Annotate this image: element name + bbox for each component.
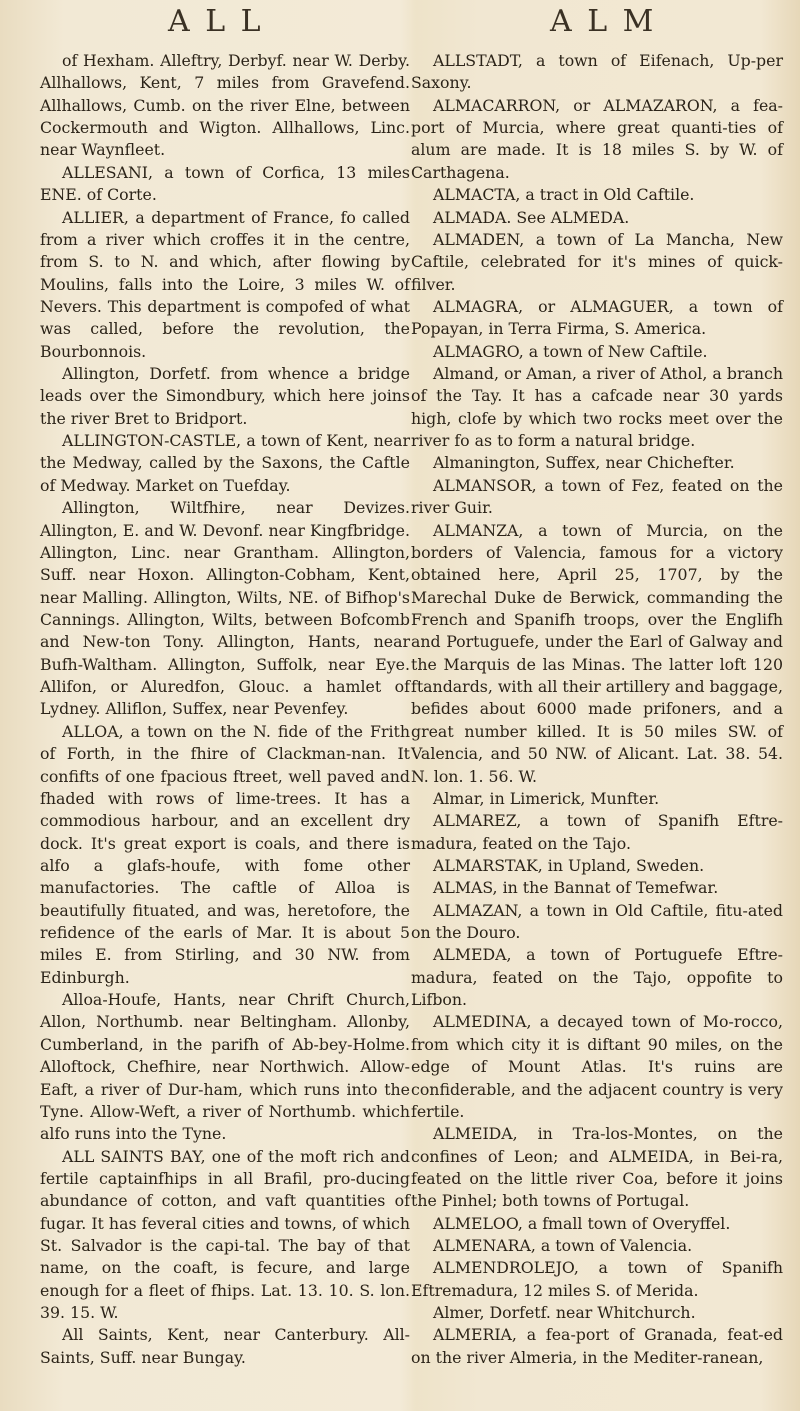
running-head-left: A L L — [168, 4, 264, 39]
gazetteer-entry: Almer, Dorfetf. near Whitchurch. — [433, 1303, 696, 1323]
gazetteer-entry: ALMEDINA, a decayed town of Mo-rocco, from which city it is diftant 90 miles, on the edge of Mount Atlas. It's ruins are confiderable, and the adjacent country is very fertile. — [411, 1012, 783, 1121]
gazetteer-entry: Alloa-Houfe, Hants, near Chrift Church, Allon, Northumb. near Beltingham. Allonby, Cumberland, in the parifh of Ab-bey-Holme. Alloftock, Chefhire, near Northwich. Allow-Eaft, a river of Dur-ham, which runs into the Tyne. Allow-Weft, a river of Northumb. which alfo runs into the Tyne. — [40, 990, 410, 1144]
gazetteer-entry: ALMAGRA, or ALMAGUER, a town of Popayan, in Terra Firma, S. America. — [411, 296, 783, 339]
gazetteer-entry: ALLINGTON-CASTLE, a town of Kent, near the Medway, called by the Saxons, the Caftle of Medway. Market on Tuefday. — [40, 431, 410, 495]
right-column — [411, 50, 783, 1369]
gazetteer-entry: ALMACTA, a tract in Old Caftile. — [433, 185, 695, 205]
gazetteer-entry: All Saints, Kent, near Canterbury. All-Saints, Suff. near Bungay. — [40, 1325, 410, 1367]
gazetteer-entry: ALMENDROLEJO, a town of Spanifh Eftremadura, 12 miles S. of Merida. — [411, 1258, 783, 1300]
gazetteer-entry: ALMARSTAK, in Upland, Sweden. — [433, 855, 705, 875]
gazetteer-entry: Allington, Wiltfhire, near Devizes. Allington, E. and W. Devonf. near Kingfbridge. Allington, Linc. near Grantham. Allington, Suff. near Hoxon. Allington-Cobham, Kent, near Malling. Allington, Wilts, NE. of Bifhop's Cannings. Allington, Wilts, between Bofcomb and New-ton Tony. Allington, Hants, near Bufh-Waltham. Allington, Suffolk, near Eye. Allifon, or Aluredfon, Glouc. a hamlet of Lydney. Alliflon, Suffex, near Pevenfey. — [40, 498, 410, 719]
gazetteer-entry: Allington, Dorfetf. from whence a bridge leads over the Simondbury, which here joins the river Bret to Bridport. — [40, 364, 410, 428]
gazetteer-entry: ALMELOO, a fmall town of Overyffel. — [433, 1213, 731, 1233]
gazetteer-entry: ALMERIA, a fea-port of Granada, feat-ed on the river Almeria, in the Mediter-ranean, — [411, 1325, 783, 1367]
gazetteer-entry: ALMADA. See ALMEDA. — [433, 207, 630, 227]
gazetteer-entry: ALMANZA, a town of Murcia, on the borders of Valencia, famous for a victory obtained here, April 25, 1707, by the Marechal Duke de Berwick, commanding the French and Spanifh troops, over the Englifh and Portuguefe, under the Earl of Galway and the Marquis de las Minas. The latter loft 120 ftandards, with all their artillery and baggage, befides about 6000 made prifoners, and a great number killed. It is 50 miles SW. of Valencia, and 50 NW. of Alicant. Lat. 38. 54. N. lon. 1. 56. W. — [411, 520, 783, 786]
gazetteer-entry: ALLESANI, a town of Corfica, 13 miles ENE. of Corte. — [40, 162, 410, 205]
left-column — [40, 50, 410, 1369]
gazetteer-entry: ALMAGRO, a town of New Caftile. — [433, 341, 708, 361]
gazetteer-entry: ALLIER, a department of France, fo called from a river which croffes it in the centre, from S. to N. and which, after flowing by Moulins, falls into the Loire, 3 miles W. of Nevers. This department is compofed of what was called, before the revolution, the Bourbonnois. — [40, 207, 410, 361]
gazetteer-entry: ALMANSOR, a town of Fez, feated on the river Guir. — [411, 475, 783, 518]
gazetteer-entry: ALMADEN, a town of La Mancha, New Caftile, celebrated for it's mines of quick-filver. — [411, 229, 783, 294]
gazetteer-entry: Almar, in Limerick, Munfter. — [433, 788, 660, 808]
gazetteer-entry: ALMENARA, a town of Valencia. — [433, 1236, 693, 1256]
gazetteer-entry: of Hexham. Alleftry, Derbyf. near W. Derby. Allhallows, Kent, 7 miles from Gravefend. Allhallows, Cumb. on the river Elne, between Cockermouth and Wigton. Allhallows, Linc. near Waynfleet. — [40, 51, 410, 160]
gazetteer-entry: ALMAS, in the Bannat of Temefwar. — [433, 878, 719, 898]
gazetteer-entry: ALLOA, a town on the N. fide of the Frith of Forth, in the fhire of Clackman-nan. It confifts of one fpacious ftreet, well paved and fhaded with rows of lime-trees. It has a commodious harbour, and an excellent dry dock. It's great export is coals, and there is alfo a glafs-houfe, with fome other manufactories. The caftle of Alloa is beautifully fituated, and was, heretofore, the refidence of the earls of Mar. It is about 5 miles E. from Stirling, and 30 NW. from Edinburgh. — [40, 721, 410, 987]
gazetteer-entry: Almand, or Aman, a river of Athol, a branch of the Tay. It has a cafcade near 30 yards high, clofe by which two rocks meet over the river fo as to form a natural bridge. — [411, 364, 783, 451]
gazetteer-entry: ALMAZAN, a town in Old Caftile, fitu-ated on the Douro. — [411, 900, 783, 943]
gazetteer-entry: ALMAREZ, a town of Spanifh Eftre-madura, feated on the Tajo. — [411, 811, 783, 853]
running-head — [0, 0, 800, 52]
gazetteer-entry: ALMEDA, a town of Portuguefe Eftre-madura, feated on the Tajo, oppofite to Lifbon. — [411, 945, 783, 1010]
gazetteer-entry: ALMEIDA, in Tra-los-Montes, on the confines of Leon; and ALMEIDA, in Bei-ra, feated on the little river Coa, before it joins the Pinhel; both towns of Portugal. — [411, 1124, 783, 1211]
gazetteer-entry: ALMACARRON, or ALMAZARON, a fea-port of Murcia, where great quanti-ties of alum are made. It is 18 miles S. by W. of Carthagena. — [411, 95, 783, 182]
running-head-right: A L M — [550, 4, 657, 39]
gazetteer-entry: Almanington, Suffex, near Chichefter. — [433, 453, 735, 473]
gazetteer-entry: ALL SAINTS BAY, one of the moft rich and fertile captainfhips in all Brafil, pro-ducing abundance of cotton, and vaft quantities of fugar. It has feveral cities and towns, of which St. Salvador is the capi-tal. The bay of that name, on the coaft, is fecure, and large enough for a fleet of fhips. Lat. 13. 10. S. lon. 39. 15. W. — [40, 1146, 410, 1323]
gazetteer-entry: ALLSTADT, a town of Eifenach, Up-per Saxony. — [411, 51, 783, 93]
